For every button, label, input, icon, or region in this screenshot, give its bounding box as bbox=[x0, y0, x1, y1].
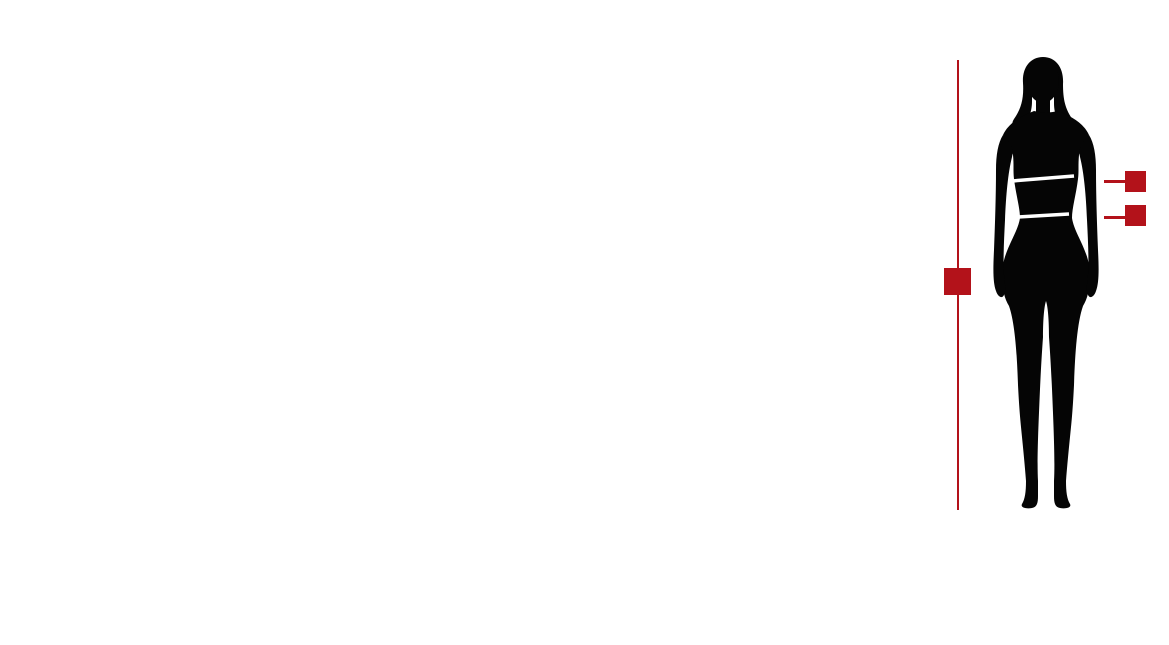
female-silhouette bbox=[990, 55, 1112, 512]
marker-badge-b bbox=[1125, 171, 1146, 192]
torso-legs-shape bbox=[1002, 111, 1090, 508]
chest-marker-line bbox=[1104, 180, 1126, 183]
marker-badge-a bbox=[944, 268, 971, 295]
waist-marker-line bbox=[1104, 216, 1126, 219]
marker-badge-c bbox=[1125, 205, 1146, 226]
